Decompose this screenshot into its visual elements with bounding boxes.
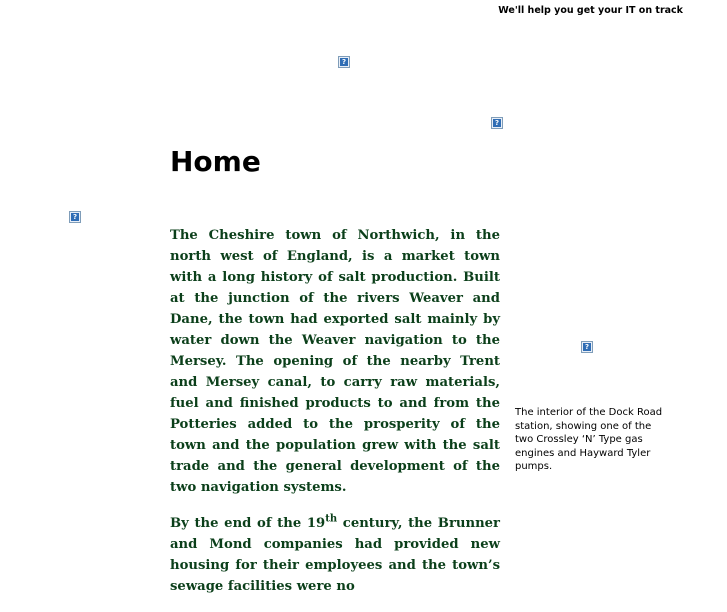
broken-image-icon[interactable] xyxy=(491,117,503,129)
broken-image-icon[interactable] xyxy=(338,56,350,68)
broken-image-glyph: ? xyxy=(494,119,500,127)
content-paragraph xyxy=(170,513,500,597)
paragraph-text: century, the Brunner and Mond companies had provided new housing for their employees and the town’s sewage facilities were no xyxy=(170,516,500,594)
page-title: Home xyxy=(170,145,261,178)
broken-image-glyph: ? xyxy=(584,343,590,351)
broken-image-glyph: ? xyxy=(341,58,347,66)
ordinal-suffix: th xyxy=(325,513,338,525)
main-content xyxy=(170,225,500,612)
image-caption: The interior of the Dock Road station, showing one of the two Crossley ‘N’ Type gas engines and Hayward Tyler pumps. xyxy=(515,407,663,472)
broken-image-icon[interactable] xyxy=(69,211,81,223)
content-paragraph: The Cheshire town of Northwich, in the north west of England, is a market town with a long history of salt production. Built at the junction of the rivers Weaver and Dane, the town had exported salt mainly by water down the Weaver navigation to the Mersey. The opening of the nearby Trent and Mersey canal, to carry raw materials, fuel and finished products to and from the Potteries added to the prosperity of the town and the population grew with the salt trade and the general development of the two navigation systems. xyxy=(170,228,500,495)
broken-image-glyph: ? xyxy=(72,213,78,221)
broken-image-icon[interactable] xyxy=(581,341,593,353)
header-tagline: We'll help you get your IT on track xyxy=(498,5,683,16)
paragraph-text: By the end of the 19 xyxy=(170,516,326,531)
